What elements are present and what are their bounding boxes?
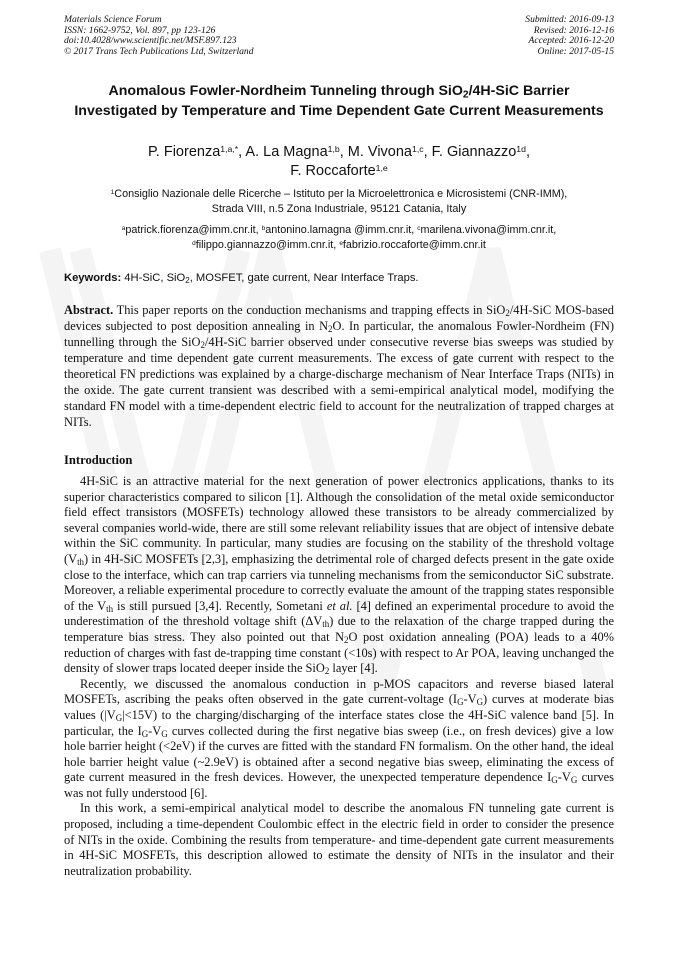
author: F. Roccaforte bbox=[290, 163, 376, 179]
paragraph: In this work, a semi-empirical analytical model to describe the anomalous FN tunneling gate current is proposed, including a time-dependent Coulombic effect in the electric field in order to consider the presence of NITs in the oxide. Combining the results from temperature- and time-dependent gate current measurements in 4H-SiC MOSFETs, this description allowed to estimate the density of NITs in the insulator and their neutralization probability. bbox=[64, 801, 614, 878]
journal-info bbox=[64, 15, 254, 57]
author: F. Giannazzo bbox=[431, 144, 517, 160]
section-heading-introduction: Introduction bbox=[64, 453, 133, 467]
introduction-body bbox=[64, 474, 614, 879]
keywords: Keywords: 4H-SiC, SiO$_2$, MOSFET, gate current, Near Interface Traps. bbox=[64, 272, 419, 286]
paper-title: Anomalous Fowler-Nordheim Tunneling through SiO$_2$/4H-SiC Barrier Investigated by Temperature and Time Dependent Gate Current Measurements bbox=[74, 83, 604, 119]
author: A. La Magna bbox=[245, 144, 328, 160]
paragraph: Recently, we discussed the anomalous conduction in p-MOS capacitors and reverse biased lateral MOSFETs, ascribing the peaks often observed in the gate current-voltage $(I_G-V_G)$ curves at moderate bias values $(|V_G|<15V)$ to the charging/discharging of the interface states close the 4H-SiC valence band [5]. In particular, the $I_G-V_G$ curves collected during the first negative bias sweep (i.e., on fresh devices) give a low hole barrier height (<2eV) if the curves are fitted with the standard FN formalism. On the other hand, the ideal hole barrier height value (~2.9eV) is obtained after a second negative bias sweep, eliminating the excess of gate current measured in the fresh devices. However, the unexpected temperature dependence $I_G-V_G$ curves was not fully understood [6]. bbox=[64, 676, 615, 800]
email-link[interactable]: antonino.lamagna @imm.cnr.it, bbox=[265, 224, 418, 236]
paragraph: 4H-SiC is an attractive material for the next generation of power electronics applications, thanks to its superior characteristics compared to silicon [1]. Although the consolidation of the metal oxide semiconductor field effect transistors (MOSFETs) technology allowed these transistors to be already commercialized by several companies world-wide, there are still some relevant reliability issues that are object of intensive debate within the SiC community. In particular, many studies are focusing on the stability of the threshold voltage $(V_{th})$ in 4H-SiC MOSFETs [2,3], emphasizing the detrimental role of charged defects present in the gate oxide close to the interface, which can trap carriers via tunneling mechanisms from the semiconductor SiC substrate. Moreover, a reliable experimental procedure to correctly evaluate the amount of the trapping states responsible of the $V_{th}$ is still pursued [3,4]. Recently, Sometani et al. [4] defined an experimental procedure to avoid the underestimation of the threshold voltage shift $(\Delta V_{th})$ due to the relaxation of the charge trapped during the temperature bias stress. They also pointed out that $N_2O$ post oxidation annealing (POA) leads to a 40% reduction of charges with fast de-trapping time constant (<10s) with respect to Ar POA, leaving unchanged the density of slower traps located deeper inside the SiO$_2$ layer [4]. bbox=[64, 474, 614, 677]
email-link[interactable]: marilena.vivona@imm.cnr.it, bbox=[420, 224, 557, 236]
author-list: P. Fiorenza$^{1,a,*}$, A. La Magna$^{1,b}$, M. Vivona$^{1,c}$, F. Giannazzo$^{1d}$, F. Roccaforte$^{1,e}$ bbox=[147, 144, 530, 179]
journal-name: Materials Science Forum bbox=[64, 14, 162, 25]
copyright: © 2017 Trans Tech Publications Ltd, Switzerland bbox=[64, 45, 254, 57]
issn: ISSN: 1662-9752, Vol. 897, pp 123-126 bbox=[64, 24, 216, 36]
email-link[interactable]: patrick.fiorenza@imm.cnr.it, bbox=[125, 224, 262, 236]
abstract-label: Abstract. bbox=[64, 303, 114, 317]
submitted-date: Submitted: 2016-09-13 bbox=[525, 14, 614, 25]
author: P. Fiorenza bbox=[147, 144, 221, 160]
doi: doi:10.4028/www.scientific.net/MSF.897.123 bbox=[64, 35, 237, 47]
abstract: Abstract. This paper reports on the conduction mechanisms and trapping effects in SiO$_2$/4H-SiC MOS-based devices subjected to post deposition annealing in $N_2O$. In particular, the anomalous Fowler-Nordheim (FN) tunnelling through the SiO$_2$/4H-SiC barrier observed under consecutive reverse bias sweeps was studied by temperature and time dependent gate current measurements. The excess of gate current with respect to the theoretical FN predictions was explained by a charge-discharge mechanism of Near Interface Traps (NITs) in the oxide. The gate current transient was described with a semi-empirical analytical model, modifying the standard FN model with a time-dependent electric field to account for the neutralization of trapped charges at NITs. bbox=[64, 303, 614, 429]
author-emails: $^a$patrick.fiorenza@imm.cnr.it, $^b$antonino.lamagna @imm.cnr.it, $^c$marilena.vivona@imm.cnr.it, $^d$filippo.giannazzo@imm.cnr.it, $^e$fabrizio.roccaforte@imm.cnr.it bbox=[121, 224, 557, 251]
online-date: Online: 2017-05-15 bbox=[537, 45, 614, 57]
keywords-label: Keywords: bbox=[64, 272, 122, 284]
author: M. Vivona bbox=[347, 144, 412, 160]
email-link[interactable]: filippo.giannazzo@imm.cnr.it, bbox=[195, 239, 340, 251]
publication-dates bbox=[525, 15, 614, 57]
affiliation: $^1$Consiglio Nazionale delle Ricerche – Istituto per la Microelettronica e Microsistemi (CNR-IMM), Strada VIII, n.5 Zona Industriale, 95121 Catania, Italy bbox=[110, 188, 568, 215]
revised-date: Revised: 2016-12-16 bbox=[533, 24, 614, 36]
email-link[interactable]: fabrizio.roccaforte@imm.cnr.it bbox=[342, 239, 486, 251]
accepted-date: Accepted: 2016-12-20 bbox=[528, 35, 614, 47]
